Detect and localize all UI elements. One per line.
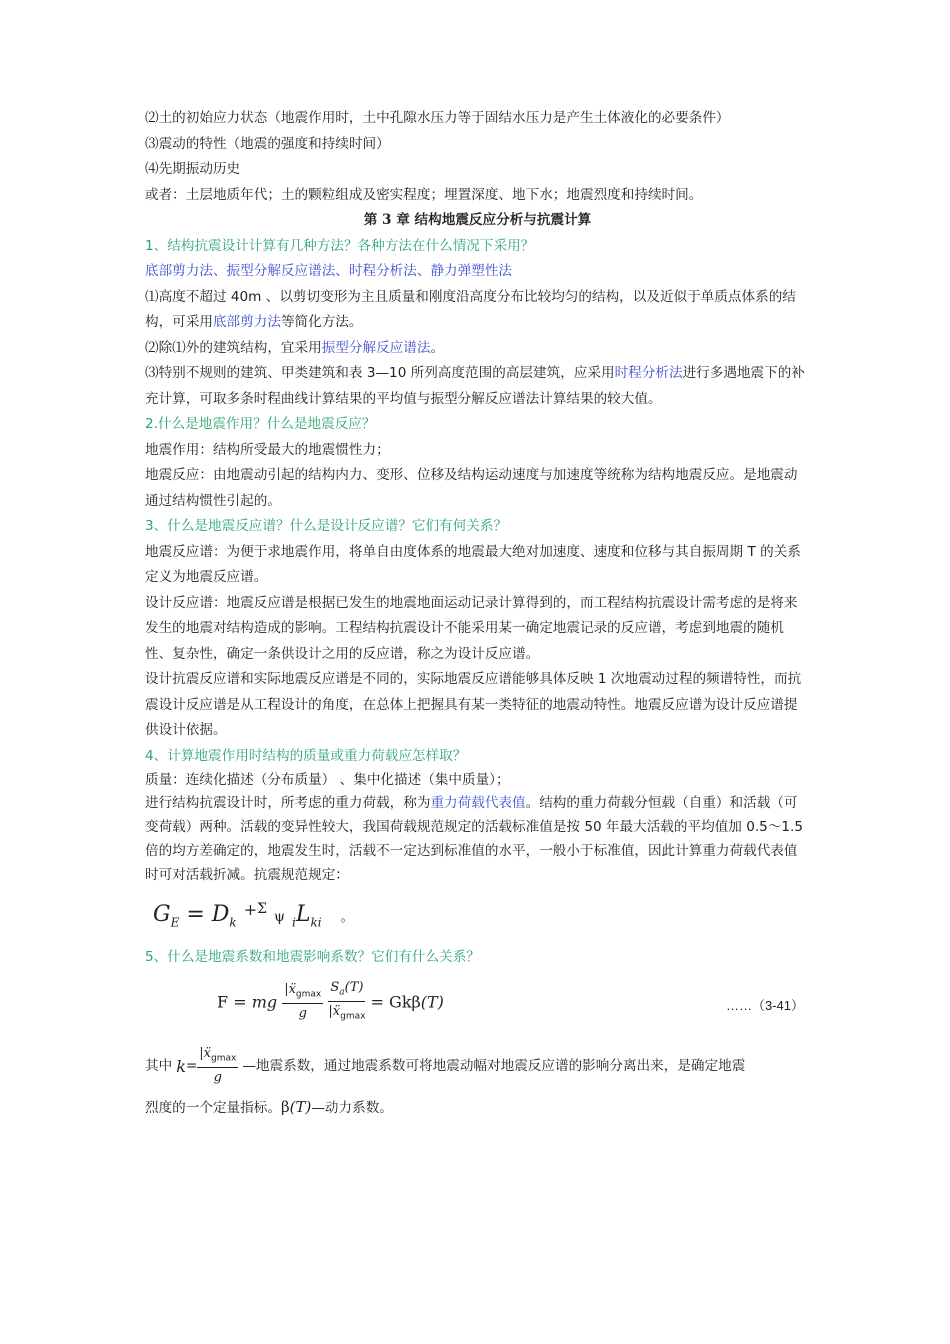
text-run: 其中 bbox=[145, 1057, 173, 1074]
formula-subscript: a bbox=[339, 987, 345, 998]
formula-symbol: F = bbox=[217, 992, 252, 1012]
answer-paragraph bbox=[145, 1095, 810, 1122]
question-4: 4、计算地震作用时结构的质量或重力荷载应怎样取？ bbox=[145, 747, 467, 764]
text-run: 。 bbox=[430, 339, 445, 356]
text-run: 等简化方法。 bbox=[280, 314, 363, 330]
formula-symbol: (T) bbox=[344, 979, 364, 995]
answer-paragraph: 地震作用：结构所受最大的地震惯性力； bbox=[145, 441, 390, 458]
formula-subscript: max bbox=[345, 1011, 366, 1022]
formula-symbol: |ẍ bbox=[328, 1004, 341, 1020]
text-run: 进行多遇地震下的补充计算，可取多条时程曲线计算结果的平均值与振型分解反应谱法计算结果的较大值。 bbox=[145, 365, 805, 407]
formula-symbol: D bbox=[211, 902, 230, 927]
formula-symbol: = Gkβ bbox=[370, 992, 421, 1012]
question-1: 1、结构抗震设计计算有几种方法？各种方法在什么情况下采用？ bbox=[145, 237, 535, 254]
fraction-numerator bbox=[282, 981, 323, 1005]
formula-symbol: G bbox=[153, 902, 171, 927]
formula-subscript: E bbox=[170, 915, 180, 930]
text-line: ⑷先期振动历史 bbox=[145, 161, 241, 177]
formula-gravity-load bbox=[145, 887, 810, 941]
equation-number: ……（3-41） bbox=[725, 997, 804, 1013]
sum-symbol: Σ bbox=[257, 901, 268, 917]
paragraph-method-1 bbox=[145, 285, 810, 336]
formula-symbol: |ẍ bbox=[199, 1045, 211, 1061]
formula-symbol: L bbox=[295, 902, 311, 927]
formula-symbol: = bbox=[186, 902, 205, 927]
text-run: 进行结构抗震设计时，所考虑的重力荷载，称为 bbox=[145, 795, 431, 811]
text-run: 烈度的一个定量指标。 bbox=[145, 1099, 281, 1116]
fraction-denominator: g bbox=[298, 1006, 307, 1022]
fraction-xg-over-g bbox=[282, 981, 323, 1025]
text-run: ⑴高度不超过 40m 、以剪切变形为主且质量和刚度沿高度分布比较均匀的结构，以及近似于单质点体系的结构，可采用 bbox=[145, 288, 796, 330]
fraction-denominator bbox=[328, 1002, 365, 1027]
text-line: ⑶震动的特性（地震的强度和持续时间） bbox=[145, 135, 390, 152]
text-run: ⑶特别不规则的建筑、甲类建筑和表 3—10 所列高度范围的高层建筑，应采用 bbox=[145, 365, 615, 381]
formula-symbol: + bbox=[243, 900, 258, 919]
text-run: 。结构的重力荷载分恒载（自重）和活载（可变荷载）两种。活载的变异性较大，我国荷载规范规定的活载标准值是按 50 年最大活载的平均值加 0.5～1.5 倍的均方差确定的，地震发生时，活载不一定达到标准值的水平，一般小于标准值，因此计算重力荷载代表值时可对活载折减。抗震规范规定： bbox=[145, 795, 804, 883]
formula-symbol: ψ bbox=[274, 909, 285, 925]
fraction-numerator bbox=[328, 979, 365, 1003]
text-run: ⑵除⑴外的建筑结构，宜采用 bbox=[145, 339, 322, 356]
formula-symbol: mg bbox=[251, 992, 278, 1012]
formula-expression bbox=[217, 979, 444, 1027]
formula-symbol: = bbox=[185, 1057, 198, 1074]
formula-symbol: |ẍ bbox=[284, 981, 296, 997]
formula-symbol: β bbox=[280, 1097, 290, 1116]
fraction-numerator bbox=[197, 1045, 238, 1069]
formula-subscript: g bbox=[211, 1053, 217, 1064]
formula-end: 。 bbox=[340, 910, 354, 925]
text-run: —地震系数，通过地震系数可将地震动幅对地震反应谱的影响分离出来，是确定地震 bbox=[242, 1057, 746, 1074]
formula-subscript: i bbox=[292, 915, 296, 930]
methods-list: 底部剪力法、振型分解反应谱法、时程分析法、静力弹塑性法 bbox=[145, 263, 513, 279]
highlight-term: 振型分解反应谱法 bbox=[321, 339, 431, 356]
highlight-term: 底部剪力法 bbox=[212, 314, 281, 330]
formula-subscript: g bbox=[340, 1011, 346, 1022]
answer-paragraph: 地震反应：由地震动引起的结构内力、变形、位移及结构运动速度与加速度等统称为结构地震反应。是地震动通过结构惯性引起的。 bbox=[145, 467, 798, 509]
formula-subscript: max bbox=[301, 989, 322, 1000]
fraction-k bbox=[197, 1045, 238, 1089]
formula-3-41 bbox=[145, 971, 810, 1043]
fraction-s-over-xg bbox=[328, 979, 365, 1027]
text-line: ⑵土的初始应力状态（地震作用时，土中孔隙水压力等于固结水压力是产生土体液化的必要条件） bbox=[145, 110, 730, 126]
formula-subscript: ki bbox=[310, 915, 322, 930]
fraction-denominator: g bbox=[213, 1070, 222, 1086]
chapter-title: 第 3 章 结构地震反应分析与抗震计算 bbox=[363, 212, 592, 228]
highlight-term: 时程分析法 bbox=[614, 365, 683, 381]
highlight-term: 重力荷载代表值 bbox=[430, 795, 526, 811]
answer-paragraph: 设计抗震反应谱和实际地震反应谱是不同的，实际地震反应谱能够具体反映 1 次地震动过程的频谱特性，而抗震设计反应谱是从工程设计的角度，在总体上把握具有某一类特征的地震动特性。地震反应谱为设计反应谱提供设计依据。 bbox=[145, 671, 802, 738]
formula-subscript: max bbox=[216, 1053, 237, 1064]
text-run: —动力系数。 bbox=[311, 1099, 393, 1116]
text-line: 或者：土层地质年代；土的颗粒组成及密实程度；埋置深度、地下水；地震烈度和持续时间。 bbox=[145, 186, 703, 203]
question-3: 3、什么是地震反应谱？什么是设计反应谱？它们有何关系？ bbox=[145, 518, 508, 534]
formula-symbol: (T) bbox=[289, 1097, 312, 1116]
formula-subscript: k bbox=[229, 915, 237, 930]
where-k-line bbox=[145, 1043, 810, 1091]
formula-symbol: S bbox=[330, 979, 340, 995]
paragraph-method-3 bbox=[145, 361, 810, 412]
paragraph-method-2 bbox=[145, 336, 810, 362]
question-5: 5、什么是地震系数和地震影响系数？它们有什么关系？ bbox=[145, 949, 480, 965]
document-body bbox=[145, 106, 810, 1121]
answer-paragraph: 设计反应谱：地震反应谱是根据已发生的地震地面运动记录计算得到的，而工程结构抗震设计需考虑的是将来发生的地震对结构造成的影响。工程结构抗震设计不能采用某一确定地震记录的反应谱，考虑到地震的随机性、复杂性，确定一条供设计之用的反应谱，称之为设计反应谱。 bbox=[145, 594, 798, 662]
answer-paragraph: 地震反应谱：为便于求地震作用，将单自由度体系的地震最大绝对加速度、速度和位移与其自振周期 T 的关系定义为地震反应谱。 bbox=[145, 543, 801, 585]
formula-symbol: k bbox=[176, 1056, 186, 1076]
question-2: 2.什么是地震作用？什么是地震反应？ bbox=[145, 416, 376, 432]
answer-paragraph bbox=[145, 791, 810, 887]
formula-symbol: (T) bbox=[420, 992, 444, 1012]
formula-subscript: g bbox=[295, 989, 302, 1000]
answer-paragraph: 质量：连续化描述（分布质量） 、集中化描述（集中质量）； bbox=[145, 772, 510, 788]
